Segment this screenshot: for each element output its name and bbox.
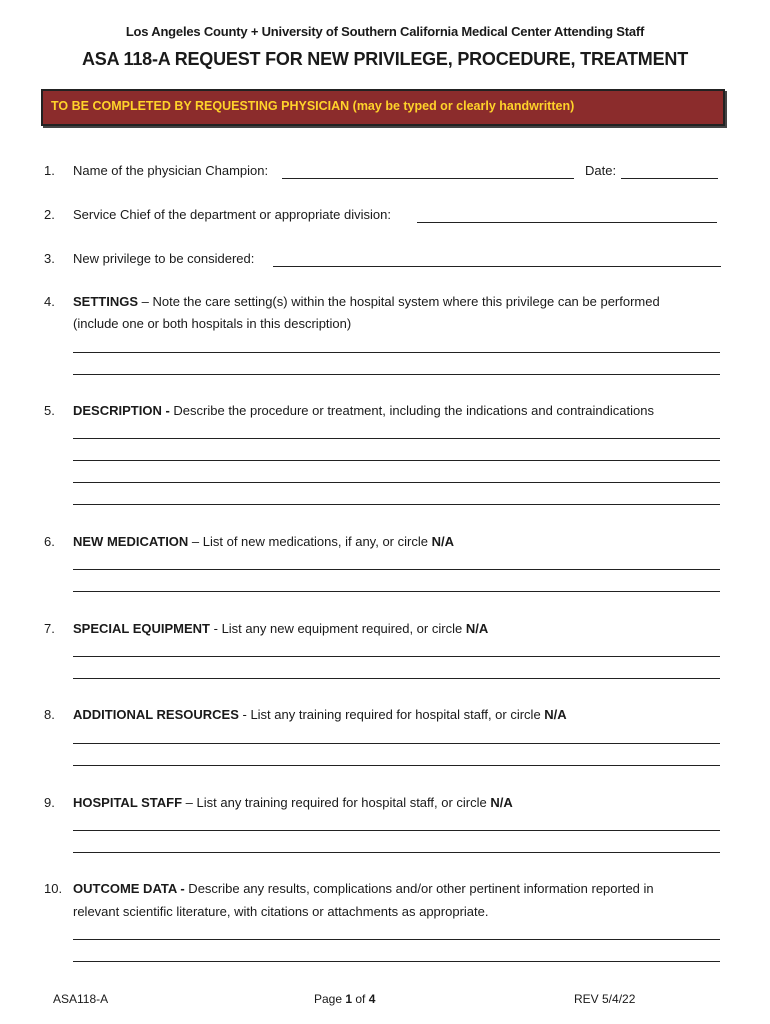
settings-answer-line[interactable] — [73, 374, 720, 375]
footer-form-id: ASA118-A — [53, 992, 109, 1006]
instruction-banner — [41, 89, 725, 126]
service-chief-field[interactable] — [417, 222, 717, 223]
champion-label: Name of the physician Champion: — [73, 163, 269, 178]
description-answer-line[interactable] — [73, 460, 720, 461]
settings-text: – Note the care setting(s) within the hospital system where this privilege can be performed — [138, 294, 660, 309]
settings-answer-line[interactable] — [73, 352, 720, 353]
staff-answer-line[interactable] — [73, 830, 720, 831]
item-number-7: 7. — [44, 621, 55, 636]
medication-text: – List of new medications, if any, or circle — [188, 534, 432, 549]
item-number-9: 9. — [44, 795, 55, 810]
settings-prompt-cont: (include one or both hospitals in this description) — [73, 316, 352, 331]
equipment-na[interactable]: N/A — [465, 621, 489, 636]
item-number-10: 10. — [44, 881, 63, 896]
equipment-answer-line[interactable] — [73, 678, 720, 679]
footer-revision: REV 5/4/22 — [574, 992, 636, 1006]
medication-na[interactable]: N/A — [431, 534, 454, 549]
date-field[interactable] — [621, 178, 718, 179]
form-subtitle: Los Angeles County + University of Southern California Medical Center Attending Staff — [125, 24, 645, 39]
page-current: 1 — [345, 992, 353, 1006]
medication-prompt — [73, 534, 454, 549]
page-prefix: Page — [314, 992, 346, 1006]
staff-prompt — [73, 795, 513, 810]
staff-answer-line[interactable] — [73, 852, 720, 853]
medication-answer-line[interactable] — [73, 569, 720, 570]
outcome-answer-line[interactable] — [73, 939, 720, 940]
champion-name-field[interactable] — [282, 178, 574, 179]
form-title: ASA 118-A REQUEST FOR NEW PRIVILEGE, PROCEDURE, TREATMENT — [82, 49, 688, 69]
banner-text: TO BE COMPLETED BY REQUESTING PHYSICIAN (may be typed or clearly handwritten) — [51, 99, 575, 113]
description-heading: DESCRIPTION - — [73, 403, 170, 418]
service-chief-label: Service Chief of the department or appropriate division: — [73, 207, 391, 222]
description-prompt — [73, 403, 654, 418]
equipment-prompt — [73, 621, 488, 636]
outcome-answer-line[interactable] — [73, 961, 720, 962]
resources-na[interactable]: N/A — [544, 707, 567, 722]
staff-text: – List any training required for hospital staff, or circle — [182, 795, 491, 810]
equipment-answer-line[interactable] — [73, 656, 720, 657]
equipment-heading: SPECIAL EQUIPMENT — [73, 621, 211, 636]
page-total: 4 — [368, 992, 376, 1006]
equipment-text: - List any new equipment required, or circle — [210, 621, 466, 636]
description-answer-line[interactable] — [73, 482, 720, 483]
resources-heading: ADDITIONAL RESOURCES — [73, 707, 239, 722]
settings-prompt — [73, 294, 660, 309]
medication-heading: NEW MEDICATION — [73, 534, 189, 549]
item-number-6: 6. — [44, 534, 55, 549]
item-number-2: 2. — [44, 207, 55, 222]
item-number-3: 3. — [44, 251, 55, 266]
outcome-prompt-cont: relevant scientific literature, with citations or attachments as appropriate. — [73, 904, 489, 919]
outcome-text: Describe any results, complications and/or other pertinent information reported in — [184, 881, 654, 896]
staff-na[interactable]: N/A — [490, 795, 513, 810]
item-number-4: 4. — [44, 294, 55, 309]
item-number-5: 5. — [44, 403, 55, 418]
description-text: Describe the procedure or treatment, including the indications and contraindications — [169, 403, 654, 418]
new-privilege-field[interactable] — [273, 266, 721, 267]
settings-heading: SETTINGS — [73, 294, 139, 309]
description-answer-line[interactable] — [73, 504, 720, 505]
resources-prompt — [73, 707, 567, 722]
date-label: Date: — [585, 163, 617, 178]
resources-answer-line[interactable] — [73, 765, 720, 766]
outcome-heading: OUTCOME DATA - — [73, 881, 185, 896]
page-of: of — [352, 992, 369, 1006]
outcome-prompt — [73, 881, 654, 896]
item-number-1: 1. — [44, 163, 55, 178]
description-answer-line[interactable] — [73, 438, 720, 439]
resources-text: - List any training required for hospital staff, or circle — [238, 707, 545, 722]
new-privilege-label: New privilege to be considered: — [73, 251, 255, 266]
resources-answer-line[interactable] — [73, 743, 720, 744]
item-number-8: 8. — [44, 707, 55, 722]
footer-page-number — [314, 992, 375, 1006]
medication-answer-line[interactable] — [73, 591, 720, 592]
staff-heading: HOSPITAL STAFF — [73, 795, 183, 810]
